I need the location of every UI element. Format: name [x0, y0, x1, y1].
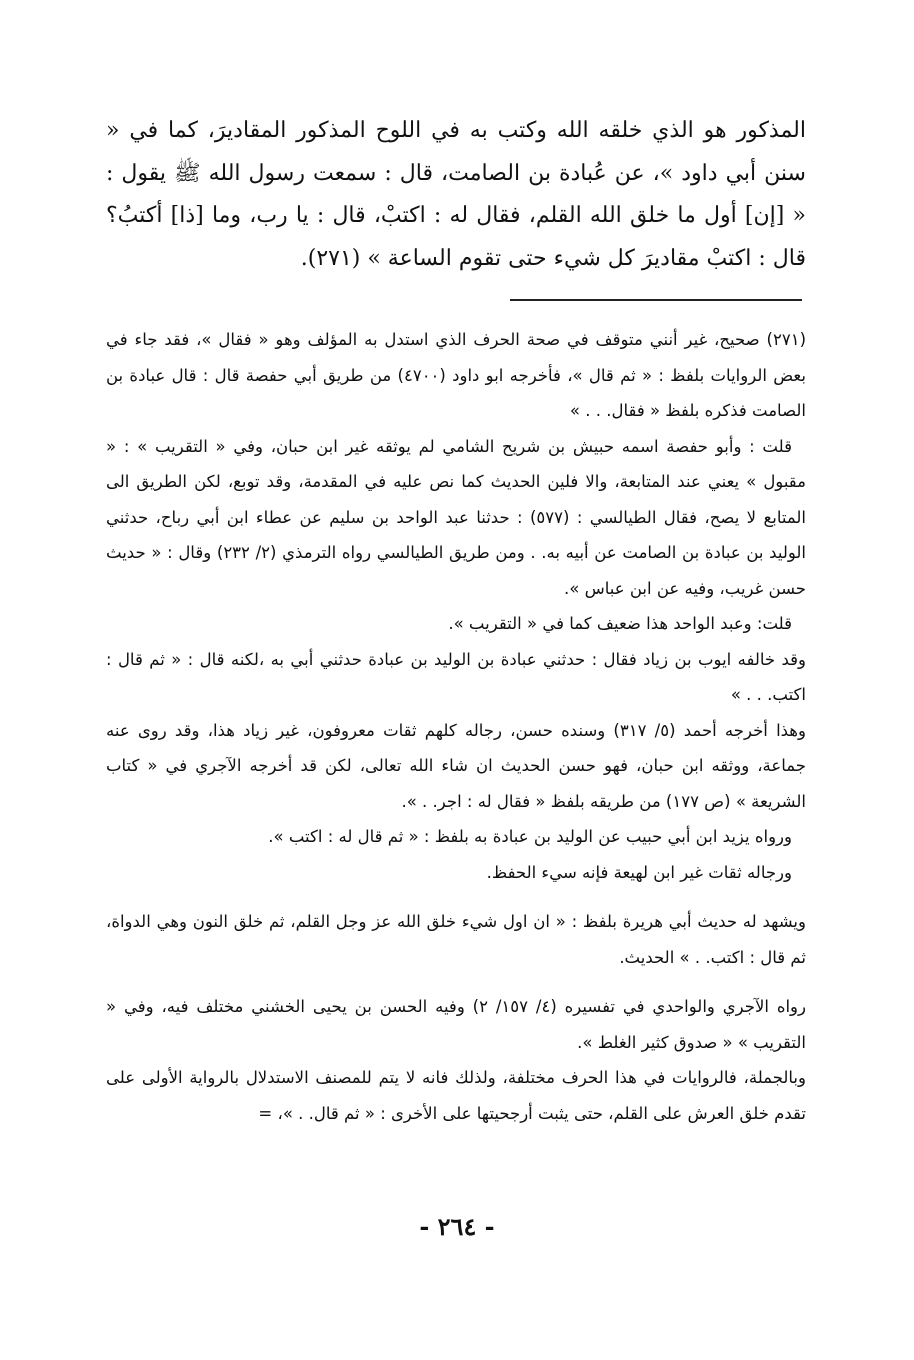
footnotes-section: [106, 322, 806, 1131]
footnote-paragraph: وقد خالفه ايوب بن زياد فقال : حدثني عبادة بن الوليد بن عبادة حدثني أبي به ،لكنه قال : « ثم قال : اكتب. . . »: [106, 649, 806, 704]
footnote-paragraph: قلت : وأبو حفصة اسمه حبيش بن شريح الشامي لم يوثقه غير ابن حبان، وفي « التقريب » : « مقبول » يعني عند المتابعة، والا فلين الحديث كما نص عليه في المقدمة، وقد توبع، لكن الطريق الى المتابع لا يصح، فقال الطيالسي : (٥٧٧) : حدثنا عبد الواحد بن سليم عن عطاء ابن أبي رباح، حدثني الوليد بن عبادة بن الصامت عن أبيه به. . ومن طريق الطيالسي رواه الترمذي (٢/ ٢٣٢) وقال : « حديث حسن غريب، وفيه عن ابن عباس ».: [106, 436, 806, 598]
footnote-paragraph: وهذا أخرجه أحمد (٥/ ٣١٧) وسنده حسن، رجاله كلهم ثقات معروفون، غير زياد هذا، وقد روى عنه جماعة، ووثقه ابن حبان، فهو حسن الحديث ان شاء الله تعالى، لكن قد أخرجه الآجري في « كتاب الشريعة » (ص ١٧٧) من طريقه بلفظ « فقال له : اجر. . ».: [106, 720, 806, 811]
footnote-paragraph: وبالجملة، فالروايات في هذا الحرف مختلفة، ولذلك فانه لا يتم للمصنف الاستدلال بالرواية الأولى على تقدم خلق العرش على القلم، حتى يثبت أرجحيتها على الأخرى : « ثم قال. . »، =: [106, 1068, 806, 1123]
footnote-paragraph: ورجاله ثقات غير ابن لهيعة فإنه سيء الحفظ.: [486, 862, 792, 882]
footnote-paragraph: رواه الآجري والواحدي في تفسيره (٤/ ١٥٧/ ٢) وفيه الحسن بن يحيى الخشني مختلف فيه، وفي « التقريب » « صدوق كثير الغلط ».: [106, 997, 806, 1052]
footnote-paragraph: ويشهد له حديث أبي هريرة بلفظ : « ان اول شيء خلق الله عز وجل القلم، ثم خلق النون وهي الدواة، ثم قال : اكتب. . » الحديث.: [106, 912, 806, 967]
footnote-divider: [510, 299, 802, 301]
footnote-paragraph: ورواه يزيد ابن أبي حبيب عن الوليد بن عبادة به بلفظ : « ثم قال له : اكتب ».: [268, 827, 792, 846]
footnote-paragraph: قلت: وعبد الواحد هذا ضعيف كما في « التقريب ».: [448, 614, 792, 633]
page-number: - ٢٦٤ -: [419, 1212, 495, 1241]
main-body-text: المذكور هو الذي خلقه الله وكتب به في اللوح المذكور المقاديرَ، كما في « سنن أبي داود »، عن عُبادة بن الصامت، قال : سمعت رسول الله ﷺ يقول : « [إن] أول ما خلق الله القلم، فقال له : اكتبْ، قال : يا رب، وما [ذا] أكتبُ؟ قال : اكتبْ مقاديرَ كل شيء حتى تقوم الساعة » (٢٧١).: [106, 118, 806, 271]
footnote-271: (٢٧١) صحيح، غير أنني متوقف في صحة الحرف الذي استدل به المؤلف وهو « فقال »، فقد جاء في بعض الروايات بلفظ : « ثم قال »، فأخرجه ابو داود (٤٧٠٠) من طريق أبي حفصة قال : قال عبادة بن الصامت فذكره بلفظ « فقال. . . »: [106, 330, 806, 420]
